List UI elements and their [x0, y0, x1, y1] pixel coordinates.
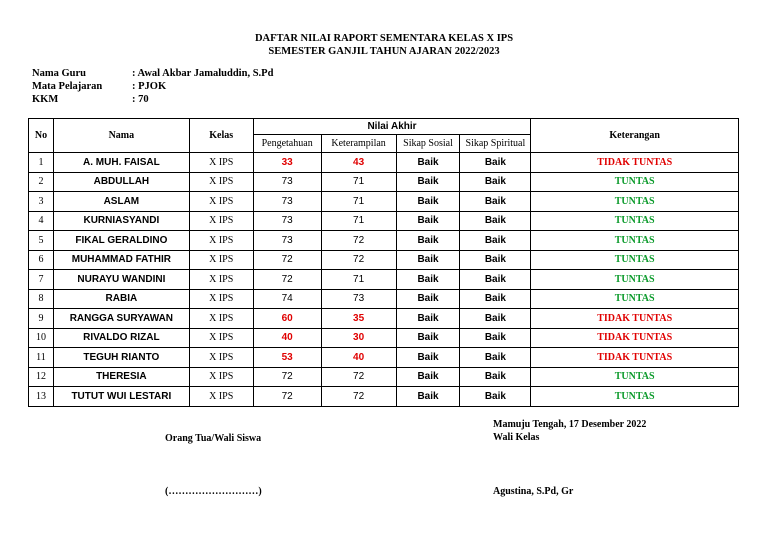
- cell-keterangan: TUNTAS: [531, 270, 739, 290]
- cell-pengetahuan: 74: [253, 289, 321, 309]
- cell-sikap-spiritual: Baik: [460, 289, 531, 309]
- table-row: [29, 211, 739, 231]
- cell-pengetahuan: 72: [253, 387, 321, 407]
- cell-keterampilan: 73: [321, 289, 396, 309]
- table-row: [29, 250, 739, 270]
- header-sikap-sosial: Sikap Sosial: [396, 135, 460, 153]
- cell-keterampilan: 72: [321, 387, 396, 407]
- cell-no: 13: [29, 387, 54, 407]
- cell-nama: RANGGA SURYAWAN: [53, 309, 189, 329]
- table-row: [29, 289, 739, 309]
- cell-keterangan: TIDAK TUNTAS: [531, 153, 739, 173]
- cell-keterampilan: 71: [321, 270, 396, 290]
- cell-keterangan: TUNTAS: [531, 231, 739, 251]
- header-keterampilan: Keterampilan: [321, 135, 396, 153]
- table-row: [29, 367, 739, 387]
- cell-no: 4: [29, 211, 54, 231]
- cell-keterampilan: 30: [321, 328, 396, 348]
- info-block: [32, 67, 273, 106]
- info-row-guru: [32, 67, 273, 80]
- cell-sikap-sosial: Baik: [396, 270, 460, 290]
- info-label: Nama Guru: [32, 68, 86, 79]
- cell-nama: RIVALDO RIZAL: [53, 328, 189, 348]
- cell-sikap-sosial: Baik: [396, 367, 460, 387]
- cell-sikap-spiritual: Baik: [460, 231, 531, 251]
- cell-keterampilan: 72: [321, 231, 396, 251]
- table-row: [29, 328, 739, 348]
- cell-nama: THERESIA: [53, 367, 189, 387]
- cell-kelas: X IPS: [189, 367, 253, 387]
- cell-sikap-sosial: Baik: [396, 289, 460, 309]
- cell-pengetahuan: 73: [253, 231, 321, 251]
- cell-pengetahuan: 72: [253, 250, 321, 270]
- signature-wali-kelas-name: Agustina, S.Pd, Gr: [493, 486, 574, 497]
- signature-parent-blank: (………………………): [165, 486, 262, 497]
- signature-parent-label: Orang Tua/Wali Siswa: [165, 433, 262, 444]
- cell-sikap-spiritual: Baik: [460, 387, 531, 407]
- cell-keterampilan: 35: [321, 309, 396, 329]
- signature-wali-kelas-label: Wali Kelas: [493, 432, 540, 443]
- cell-keterampilan: 43: [321, 153, 396, 173]
- cell-keterampilan: 71: [321, 192, 396, 212]
- header-keterangan: Keterangan: [531, 119, 739, 153]
- cell-sikap-sosial: Baik: [396, 250, 460, 270]
- cell-pengetahuan: 60: [253, 309, 321, 329]
- cell-kelas: X IPS: [189, 289, 253, 309]
- cell-nama: ASLAM: [53, 192, 189, 212]
- table-row: [29, 348, 739, 368]
- cell-no: 5: [29, 231, 54, 251]
- cell-sikap-spiritual: Baik: [460, 192, 531, 212]
- info-row-kkm: [32, 93, 273, 106]
- cell-no: 2: [29, 172, 54, 192]
- cell-keterangan: TUNTAS: [531, 250, 739, 270]
- table-row: [29, 153, 739, 173]
- info-value: : Awal Akbar Jamaluddin, S.Pd: [132, 68, 274, 79]
- cell-nama: TEGUH RIANTO: [53, 348, 189, 368]
- table-row: [29, 309, 739, 329]
- cell-kelas: X IPS: [189, 211, 253, 231]
- cell-pengetahuan: 33: [253, 153, 321, 173]
- cell-keterangan: TUNTAS: [531, 192, 739, 212]
- cell-sikap-sosial: Baik: [396, 348, 460, 368]
- cell-nama: NURAYU WANDINI: [53, 270, 189, 290]
- cell-no: 10: [29, 328, 54, 348]
- cell-sikap-sosial: Baik: [396, 387, 460, 407]
- cell-sikap-spiritual: Baik: [460, 250, 531, 270]
- cell-kelas: X IPS: [189, 192, 253, 212]
- cell-no: 9: [29, 309, 54, 329]
- cell-kelas: X IPS: [189, 387, 253, 407]
- table-row: [29, 270, 739, 290]
- cell-kelas: X IPS: [189, 153, 253, 173]
- cell-sikap-sosial: Baik: [396, 231, 460, 251]
- info-label: Mata Pelajaran: [32, 81, 103, 92]
- document-title: DAFTAR NILAI RAPORT SEMENTARA KELAS X IPS: [254, 33, 514, 44]
- cell-no: 1: [29, 153, 54, 173]
- cell-no: 7: [29, 270, 54, 290]
- cell-no: 3: [29, 192, 54, 212]
- cell-kelas: X IPS: [189, 250, 253, 270]
- cell-pengetahuan: 73: [253, 192, 321, 212]
- cell-no: 6: [29, 250, 54, 270]
- cell-kelas: X IPS: [189, 309, 253, 329]
- table-row: [29, 231, 739, 251]
- table-row: [29, 172, 739, 192]
- cell-nama: KURNIASYANDI: [53, 211, 189, 231]
- cell-keterangan: TIDAK TUNTAS: [531, 348, 739, 368]
- header-no: No: [29, 119, 54, 153]
- cell-sikap-sosial: Baik: [396, 309, 460, 329]
- cell-kelas: X IPS: [189, 172, 253, 192]
- cell-pengetahuan: 40: [253, 328, 321, 348]
- cell-sikap-sosial: Baik: [396, 328, 460, 348]
- info-label: KKM: [32, 94, 59, 105]
- cell-sikap-sosial: Baik: [396, 153, 460, 173]
- cell-keterampilan: 40: [321, 348, 396, 368]
- cell-nama: FIKAL GERALDINO: [53, 231, 189, 251]
- info-row-mapel: [32, 80, 273, 93]
- cell-keterangan: TUNTAS: [531, 211, 739, 231]
- cell-sikap-spiritual: Baik: [460, 153, 531, 173]
- cell-nama: TUTUT WUI LESTARI: [53, 387, 189, 407]
- cell-keterangan: TUNTAS: [531, 172, 739, 192]
- cell-no: 12: [29, 367, 54, 387]
- cell-nama: MUHAMMAD FATHIR: [53, 250, 189, 270]
- cell-kelas: X IPS: [189, 270, 253, 290]
- header-kelas: Kelas: [189, 119, 253, 153]
- cell-no: 11: [29, 348, 54, 368]
- cell-sikap-spiritual: Baik: [460, 211, 531, 231]
- cell-sikap-spiritual: Baik: [460, 328, 531, 348]
- cell-sikap-spiritual: Baik: [460, 348, 531, 368]
- cell-pengetahuan: 72: [253, 270, 321, 290]
- cell-keterangan: TUNTAS: [531, 289, 739, 309]
- cell-keterangan: TUNTAS: [531, 387, 739, 407]
- cell-keterampilan: 71: [321, 172, 396, 192]
- table-row: [29, 387, 739, 407]
- header-nilai-akhir: Nilai Akhir: [253, 119, 531, 135]
- cell-sikap-spiritual: Baik: [460, 309, 531, 329]
- cell-pengetahuan: 73: [253, 172, 321, 192]
- cell-pengetahuan: 53: [253, 348, 321, 368]
- cell-pengetahuan: 72: [253, 367, 321, 387]
- cell-keterampilan: 72: [321, 250, 396, 270]
- info-value: : PJOK: [132, 81, 167, 92]
- cell-kelas: X IPS: [189, 231, 253, 251]
- header-nama: Nama: [53, 119, 189, 153]
- info-value: : 70: [132, 94, 149, 105]
- cell-sikap-sosial: Baik: [396, 211, 460, 231]
- document-subtitle: SEMESTER GANJIL TAHUN AJARAN 2022/2023: [268, 46, 500, 57]
- grades-table: [28, 118, 739, 407]
- signature-place-date: Mamuju Tengah, 17 Desember 2022: [493, 419, 647, 430]
- cell-keterangan: TUNTAS: [531, 367, 739, 387]
- cell-kelas: X IPS: [189, 328, 253, 348]
- cell-kelas: X IPS: [189, 348, 253, 368]
- cell-sikap-sosial: Baik: [396, 192, 460, 212]
- cell-sikap-sosial: Baik: [396, 172, 460, 192]
- cell-sikap-spiritual: Baik: [460, 172, 531, 192]
- cell-keterangan: TIDAK TUNTAS: [531, 309, 739, 329]
- cell-sikap-spiritual: Baik: [460, 270, 531, 290]
- cell-pengetahuan: 73: [253, 211, 321, 231]
- header-sikap-spiritual: Sikap Spiritual: [460, 135, 531, 153]
- cell-sikap-spiritual: Baik: [460, 367, 531, 387]
- cell-keterangan: TIDAK TUNTAS: [531, 328, 739, 348]
- cell-nama: A. MUH. FAISAL: [53, 153, 189, 173]
- header-pengetahuan: Pengetahuan: [253, 135, 321, 153]
- cell-keterampilan: 71: [321, 211, 396, 231]
- cell-nama: RABIA: [53, 289, 189, 309]
- cell-nama: ABDULLAH: [53, 172, 189, 192]
- table-row: [29, 192, 739, 212]
- cell-no: 8: [29, 289, 54, 309]
- cell-keterampilan: 72: [321, 367, 396, 387]
- table-body: [29, 153, 739, 407]
